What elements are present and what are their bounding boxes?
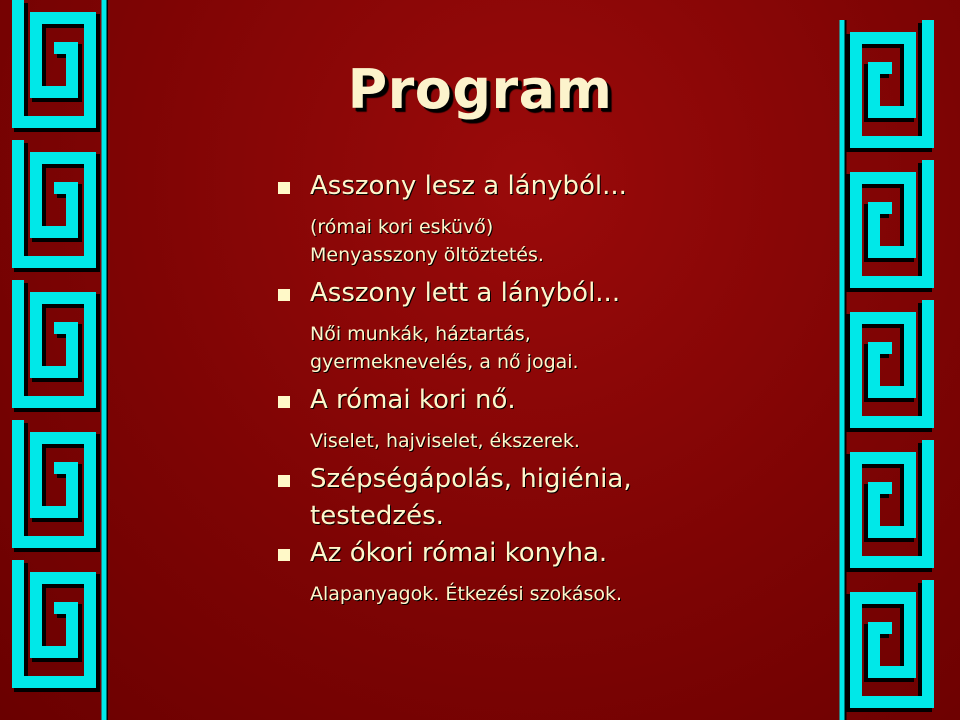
item-detail: Alapanyagok. Étkezési szokások. (310, 583, 623, 605)
item-heading: Az ókori római konyha. (310, 538, 608, 568)
item-heading: A római kori nő. (310, 385, 516, 415)
list-item (276, 461, 816, 535)
item-detail: (római kori esküvő) (310, 216, 494, 238)
item-detail: gyermeknevelés, a nő jogai. (310, 351, 579, 373)
bullet-icon (278, 289, 290, 301)
bullet-icon (278, 182, 290, 194)
list-item (276, 275, 816, 376)
bullet-icon (278, 396, 290, 408)
item-detail: Női munkák, háztartás, (310, 323, 531, 345)
bullet-list (276, 168, 816, 608)
list-item (276, 382, 816, 455)
item-detail: Menyasszony öltöztetés. (310, 244, 544, 266)
list-item (276, 535, 816, 608)
list-item (276, 168, 816, 269)
item-heading: Szépségápolás, higiénia, (310, 464, 632, 494)
item-heading: Asszony lesz a lányból... (310, 171, 627, 201)
item-detail: Viselet, hajviselet, ékszerek. (310, 430, 580, 452)
item-heading-continued: testedzés. (310, 501, 444, 531)
bullet-icon (278, 549, 290, 561)
bullet-icon (278, 475, 290, 487)
item-heading: Asszony lett a lányból... (310, 278, 621, 308)
slide-title: Program (347, 58, 613, 121)
